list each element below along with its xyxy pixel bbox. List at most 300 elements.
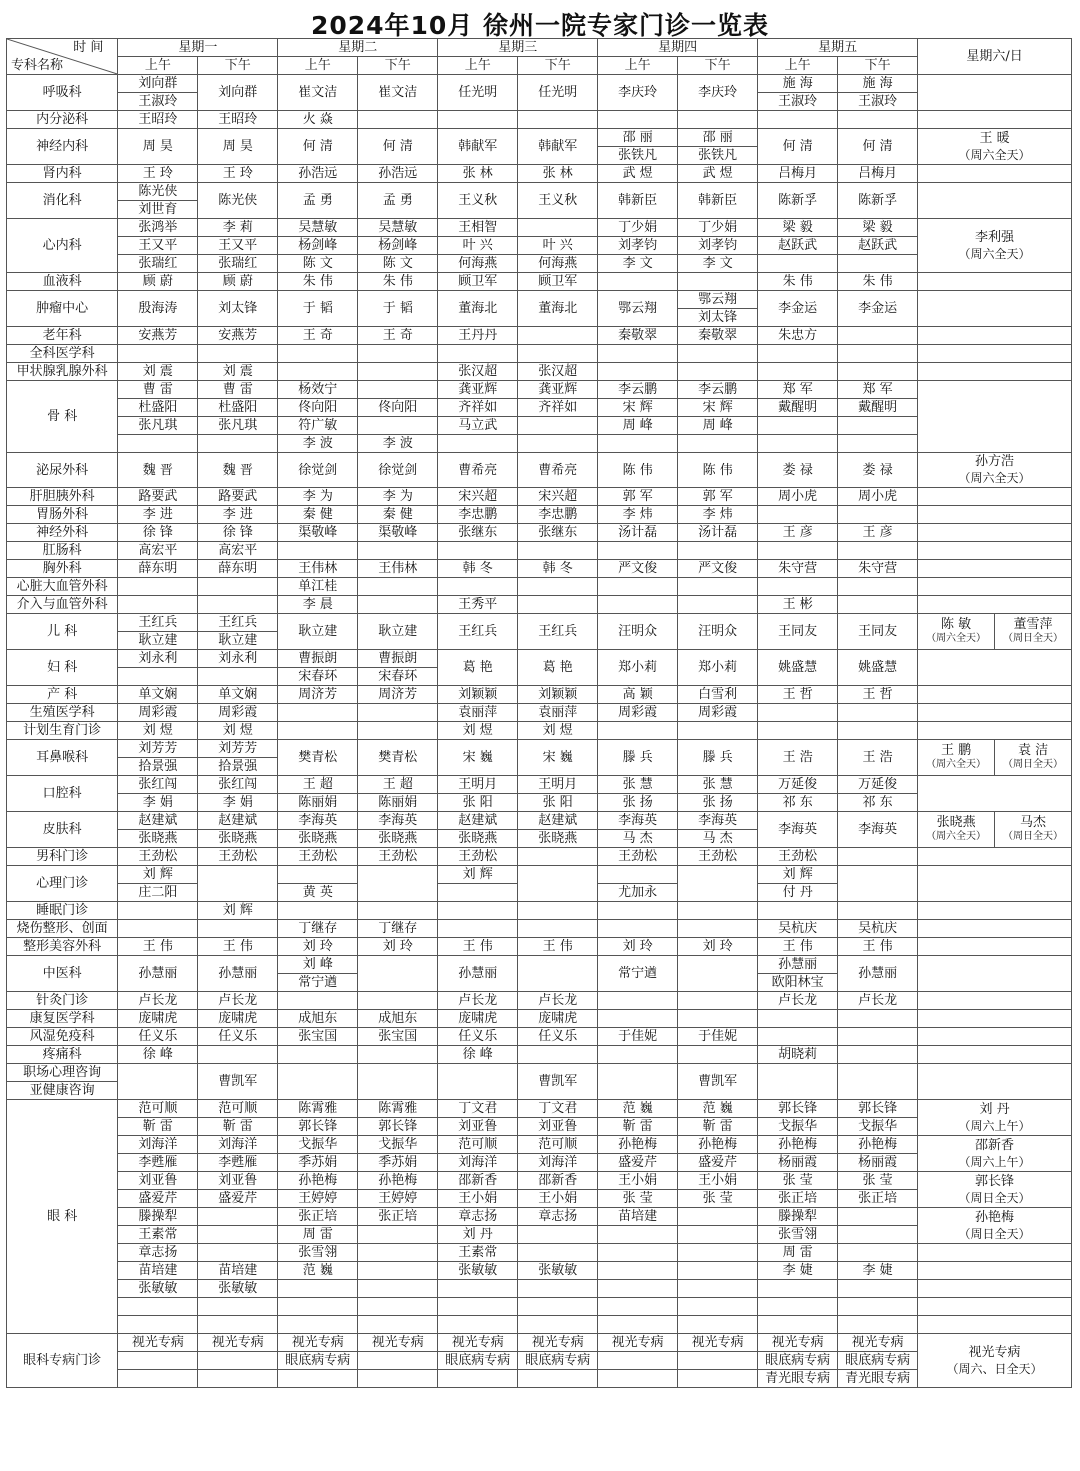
doctor-cell: 李 进 <box>118 506 198 524</box>
doctor-cell: 高宏平 <box>198 542 278 560</box>
dept-row <box>7 1046 1072 1064</box>
doctor-cell: 严文俊 <box>598 560 678 578</box>
weekend-cell <box>918 1064 1072 1100</box>
doctor-cell: 张晓燕 <box>358 830 438 848</box>
doctor-cell: 刘向群 <box>118 75 198 93</box>
doctor-cell <box>838 506 918 524</box>
doctor-cell <box>678 1352 758 1370</box>
doctor-cell: 顾 蔚 <box>198 273 278 291</box>
doctor-cell: 符广敏 <box>278 417 358 435</box>
doctor-cell: 王 彦 <box>838 524 918 542</box>
doctor-cell: 王 哲 <box>758 686 838 704</box>
doctor-cell: 张瑞红 <box>198 255 278 273</box>
eye-row <box>7 1244 1072 1262</box>
doctor-cell <box>358 363 438 381</box>
doctor-cell: 视光专病 <box>118 1334 198 1352</box>
doctor-cell <box>758 578 838 596</box>
doctor-cell: 李 炜 <box>678 506 758 524</box>
weekend-cell <box>918 1028 1072 1046</box>
doctor-cell: 吴慧敏 <box>358 219 438 237</box>
dept-row <box>7 327 1072 345</box>
doctor-cell: 鄂云翔 <box>678 291 758 309</box>
doctor-cell: 庞啸虎 <box>198 1010 278 1028</box>
doctor-cell: 李甦雁 <box>118 1154 198 1172</box>
dept-name: 消化科 <box>7 183 118 219</box>
weekend-cell <box>918 291 1072 327</box>
doctor-cell: 曹振朗 <box>358 650 438 668</box>
doctor-cell <box>758 1280 838 1298</box>
doctor-cell: 渠敬峰 <box>278 524 358 542</box>
doctor-cell: 万延俊 <box>838 776 918 794</box>
doctor-cell: 卢长龙 <box>118 992 198 1010</box>
eye-row <box>7 1226 1072 1244</box>
dept-row <box>7 596 1072 614</box>
doctor-cell: 宋春环 <box>358 668 438 686</box>
dept-name: 皮肤科 <box>7 812 118 848</box>
doctor-cell: 视光专病 <box>198 1334 278 1352</box>
sunday-cell <box>995 614 1072 650</box>
doctor-cell <box>838 1244 918 1262</box>
dept-row <box>7 255 1072 273</box>
sunday-cell <box>995 740 1072 776</box>
doctor-cell: 王素常 <box>118 1226 198 1244</box>
doctor-cell: 章志扬 <box>438 1208 518 1226</box>
doctor-cell <box>838 1316 918 1334</box>
doctor-cell <box>598 1316 678 1334</box>
doctor-cell: 殷海涛 <box>118 291 198 327</box>
doctor-cell <box>598 1352 678 1370</box>
dept-name: 胸外科 <box>7 560 118 578</box>
doctor-cell: 韩献军 <box>518 129 598 165</box>
doctor-cell: 青光眼专病 <box>838 1370 918 1388</box>
doctor-cell <box>278 992 358 1010</box>
doctor-cell: 滕 兵 <box>598 740 678 776</box>
doctor-cell: 葛 艳 <box>518 650 598 686</box>
dept-name: 计划生育门诊 <box>7 722 118 740</box>
doctor-cell: 佟向阳 <box>358 399 438 417</box>
doctor-cell: 王 伟 <box>758 938 838 956</box>
saturday-cell <box>918 614 995 650</box>
doctor-cell <box>358 1226 438 1244</box>
doctor-cell: 王昭玲 <box>118 111 198 129</box>
dept-row <box>7 399 1072 417</box>
doctor-cell <box>358 902 438 920</box>
weekend-cell <box>918 542 1072 560</box>
sunday-cell-name: 袁 洁 <box>1017 743 1049 758</box>
header-day-6: 星期六/日 <box>918 39 1072 75</box>
doctor-cell: 卢长龙 <box>438 992 518 1010</box>
doctor-cell: 樊青松 <box>278 740 358 776</box>
doctor-cell: 李庆玲 <box>598 75 678 111</box>
doctor-cell: 刘亚鲁 <box>438 1118 518 1136</box>
doctor-cell <box>358 866 438 902</box>
weekend-cell-note: （周六上午） <box>958 1154 1031 1169</box>
doctor-cell: 李 为 <box>358 488 438 506</box>
doctor-cell <box>598 111 678 129</box>
doctor-cell: 张 莹 <box>598 1190 678 1208</box>
doctor-cell <box>598 596 678 614</box>
doctor-cell: 刘 丹 <box>438 1226 518 1244</box>
doctor-cell: 杜盛阳 <box>198 399 278 417</box>
dept-row <box>7 794 1072 812</box>
weekend-cell <box>918 1010 1072 1028</box>
doctor-cell: 徐 峰 <box>118 1046 198 1064</box>
doctor-cell: 周济芳 <box>358 686 438 704</box>
weekend-cell-name: 李利强 <box>975 229 1015 245</box>
dept-row <box>7 938 1072 956</box>
doctor-cell <box>598 1064 678 1100</box>
doctor-cell <box>518 1244 598 1262</box>
doctor-cell <box>678 1280 758 1298</box>
doctor-cell: 张 扬 <box>678 794 758 812</box>
header-dept-label: 专科名称 <box>11 58 64 73</box>
doctor-cell: 视光专病 <box>678 1334 758 1352</box>
doctor-cell: 王红兵 <box>518 614 598 650</box>
doctor-cell: 庞啸虎 <box>438 1010 518 1028</box>
doctor-cell: 曹凯军 <box>678 1064 758 1100</box>
doctor-cell: 滕操犁 <box>118 1208 198 1226</box>
doctor-cell: 刘孝钧 <box>678 237 758 255</box>
doctor-cell: 王小娟 <box>678 1172 758 1190</box>
doctor-cell: 王丹丹 <box>438 327 518 345</box>
doctor-cell: 张正培 <box>758 1190 838 1208</box>
doctor-cell: 张 莹 <box>758 1172 838 1190</box>
saturday-cell-note: （周六全天） <box>926 759 987 770</box>
doctor-cell: 杨剑峰 <box>278 237 358 255</box>
doctor-cell: 周彩霞 <box>118 704 198 722</box>
doctor-cell: 单文娴 <box>198 686 278 704</box>
doctor-cell: 周小虎 <box>758 488 838 506</box>
doctor-cell <box>438 1370 518 1388</box>
doctor-cell: 崔文洁 <box>358 75 438 111</box>
doctor-cell: 王劲松 <box>438 848 518 866</box>
doctor-cell <box>758 1316 838 1334</box>
doctor-cell <box>278 1316 358 1334</box>
dept-name: 生殖医学科 <box>7 704 118 722</box>
doctor-cell: 孙艳梅 <box>278 1172 358 1190</box>
doctor-cell: 赵建斌 <box>198 812 278 830</box>
doctor-cell <box>758 1028 838 1046</box>
doctor-cell: 视光专病 <box>278 1334 358 1352</box>
doctor-cell: 施 海 <box>758 75 838 93</box>
doctor-cell <box>598 920 678 938</box>
doctor-cell <box>518 1046 598 1064</box>
doctor-cell: 杨效宁 <box>278 381 358 399</box>
weekend-cell <box>918 704 1072 722</box>
doctor-cell: 庞啸虎 <box>518 1010 598 1028</box>
dept-row <box>7 363 1072 381</box>
doctor-cell: 刘 辉 <box>118 866 198 884</box>
doctor-cell <box>118 902 198 920</box>
header-pm: 下午 <box>678 57 758 75</box>
doctor-cell: 孙艳梅 <box>838 1136 918 1154</box>
doctor-cell: 何海燕 <box>438 255 518 273</box>
doctor-cell: 秦 健 <box>278 506 358 524</box>
doctor-cell: 盛爱芹 <box>678 1154 758 1172</box>
doctor-cell <box>518 219 598 237</box>
weekend-cell <box>918 938 1072 956</box>
doctor-cell: 陈 文 <box>278 255 358 273</box>
doctor-cell: 耿立建 <box>278 614 358 650</box>
eye-row <box>7 1100 1072 1118</box>
doctor-cell: 李海英 <box>678 812 758 830</box>
doctor-cell <box>518 1226 598 1244</box>
doctor-cell: 孙艳梅 <box>678 1136 758 1154</box>
doctor-cell: 李 为 <box>278 488 358 506</box>
doctor-cell: 刘 煜 <box>118 722 198 740</box>
doctor-cell: 姚盛慧 <box>838 650 918 686</box>
doctor-cell <box>198 1316 278 1334</box>
saturday-cell-name: 王 鹏 <box>941 743 972 758</box>
doctor-cell: 李海英 <box>838 812 918 848</box>
doctor-cell: 顾 蔚 <box>118 273 198 291</box>
doctor-cell: 杜盛阳 <box>118 399 198 417</box>
dept-name: 骨 科 <box>7 381 118 453</box>
doctor-cell: 王淑玲 <box>118 93 198 111</box>
doctor-cell <box>518 111 598 129</box>
dept-name: 甲状腺乳腺外科 <box>7 363 118 381</box>
doctor-cell: 张汉超 <box>518 363 598 381</box>
dept-row <box>7 381 1072 399</box>
dept-name: 神经外科 <box>7 524 118 542</box>
doctor-cell: 孟 勇 <box>278 183 358 219</box>
doctor-cell: 范可顺 <box>518 1136 598 1154</box>
doctor-cell: 耿立建 <box>198 632 278 650</box>
doctor-cell: 丁继存 <box>278 920 358 938</box>
doctor-cell: 张继东 <box>518 524 598 542</box>
doctor-cell: 杨剑峰 <box>358 237 438 255</box>
doctor-cell <box>518 1280 598 1298</box>
doctor-cell: 刘海洋 <box>118 1136 198 1154</box>
doctor-cell: 吴慧敏 <box>278 219 358 237</box>
doctor-cell: 李海英 <box>358 812 438 830</box>
weekend-cell <box>918 1244 1072 1262</box>
doctor-cell: 李庆玲 <box>678 75 758 111</box>
doctor-cell: 刘永利 <box>198 650 278 668</box>
weekend-cell <box>918 273 1072 291</box>
doctor-cell: 汪明众 <box>598 614 678 650</box>
doctor-cell <box>118 435 198 453</box>
dept-name: 职场心理咨询 <box>7 1064 118 1082</box>
dept-row <box>7 812 1072 830</box>
doctor-cell: 张 莹 <box>838 1172 918 1190</box>
doctor-cell: 单文娴 <box>118 686 198 704</box>
weekend-cell-name: 刘 丹 <box>979 1101 1010 1117</box>
doctor-cell: 孙慧丽 <box>758 956 838 974</box>
doctor-cell <box>198 596 278 614</box>
doctor-cell <box>598 722 678 740</box>
doctor-cell: 王伟林 <box>358 560 438 578</box>
doctor-cell: 葛 艳 <box>438 650 518 686</box>
saturday-cell-note: （周六全天） <box>926 633 987 644</box>
doctor-cell: 娄 禄 <box>758 453 838 488</box>
doctor-cell: 庞啸虎 <box>118 1010 198 1028</box>
dept-row <box>7 417 1072 435</box>
doctor-cell: 张铁凡 <box>598 147 678 165</box>
doctor-cell <box>758 1064 838 1100</box>
weekend-cell <box>918 75 1072 111</box>
doctor-cell: 薛东明 <box>118 560 198 578</box>
doctor-cell: 李云鹏 <box>598 381 678 399</box>
doctor-cell <box>598 435 678 453</box>
doctor-cell: 朱守营 <box>838 560 918 578</box>
doctor-cell: 佟向阳 <box>278 399 358 417</box>
dept-name: 亚健康咨询 <box>7 1082 118 1100</box>
doctor-cell: 刘芳芳 <box>198 740 278 758</box>
doctor-cell: 施 海 <box>838 75 918 93</box>
doctor-cell: 范 巍 <box>598 1100 678 1118</box>
dept-name: 眼 科 <box>7 1100 118 1334</box>
doctor-cell <box>518 578 598 596</box>
weekend-cell <box>918 992 1072 1010</box>
doctor-cell <box>358 1244 438 1262</box>
doctor-cell: 陈丽娟 <box>358 794 438 812</box>
doctor-cell <box>278 704 358 722</box>
dept-name: 老年科 <box>7 327 118 345</box>
doctor-cell <box>118 1064 198 1100</box>
doctor-cell: 季苏娟 <box>278 1154 358 1172</box>
doctor-cell: 范可顺 <box>438 1136 518 1154</box>
weekend-cell <box>918 111 1072 129</box>
doctor-cell: 周 雷 <box>758 1244 838 1262</box>
doctor-cell: 丁少娟 <box>678 219 758 237</box>
doctor-cell <box>518 596 598 614</box>
doctor-cell: 常宁遒 <box>598 956 678 992</box>
header-day-1: 星期一 <box>118 39 278 57</box>
doctor-cell: 眼底病专病 <box>278 1352 358 1370</box>
doctor-cell: 成旭东 <box>278 1010 358 1028</box>
dept-row <box>7 219 1072 237</box>
doctor-cell <box>598 1370 678 1388</box>
weekend-cell-name: 孙方浩 <box>975 454 1015 469</box>
doctor-cell: 赵建斌 <box>518 812 598 830</box>
doctor-cell: 李 进 <box>198 506 278 524</box>
doctor-cell <box>678 1208 758 1226</box>
doctor-cell: 眼底病专病 <box>438 1352 518 1370</box>
dept-name: 睡眠门诊 <box>7 902 118 920</box>
dept-row <box>7 578 1072 596</box>
weekend-cell <box>918 183 1072 219</box>
doctor-cell <box>678 920 758 938</box>
dept-row <box>7 776 1072 794</box>
doctor-cell <box>198 866 278 902</box>
doctor-cell: 张宝国 <box>358 1028 438 1046</box>
doctor-cell: 刘芳芳 <box>118 740 198 758</box>
doctor-cell: 张铁凡 <box>678 147 758 165</box>
doctor-cell: 董海北 <box>438 291 518 327</box>
doctor-cell <box>678 1298 758 1316</box>
doctor-cell: 龚亚辉 <box>518 381 598 399</box>
doctor-cell: 苗培建 <box>118 1262 198 1280</box>
dept-name: 全科医学科 <box>7 345 118 363</box>
doctor-cell <box>438 1280 518 1298</box>
doctor-cell: 靳 雷 <box>118 1118 198 1136</box>
doctor-cell <box>358 381 438 399</box>
doctor-cell: 张晓燕 <box>518 830 598 848</box>
weekend-cell-note: （周日全天） <box>958 1226 1031 1241</box>
doctor-cell <box>758 1010 838 1028</box>
doctor-cell: 张敏敏 <box>198 1280 278 1298</box>
doctor-cell <box>598 1010 678 1028</box>
doctor-cell: 庄二阳 <box>118 884 198 902</box>
doctor-cell: 王昭玲 <box>198 111 278 129</box>
doctor-cell: 视光专病 <box>358 1334 438 1352</box>
doctor-cell <box>518 920 598 938</box>
doctor-cell <box>278 1370 358 1388</box>
doctor-cell: 李 波 <box>358 435 438 453</box>
doctor-cell: 周济芳 <box>278 686 358 704</box>
dept-name: 针灸门诊 <box>7 992 118 1010</box>
header-day-3: 星期三 <box>438 39 598 57</box>
doctor-cell: 章志扬 <box>518 1208 598 1226</box>
doctor-cell <box>678 1244 758 1262</box>
header-am: 上午 <box>278 57 358 75</box>
doctor-cell: 陈新孚 <box>758 183 838 219</box>
doctor-cell <box>438 1064 518 1100</box>
doctor-cell: 张瑞红 <box>118 255 198 273</box>
doctor-cell: 张 扬 <box>598 794 678 812</box>
doctor-cell: 曹希亮 <box>518 453 598 488</box>
dept-name: 神经内科 <box>7 129 118 165</box>
doctor-cell: 靳 雷 <box>678 1118 758 1136</box>
doctor-cell: 张正培 <box>358 1208 438 1226</box>
doctor-cell: 张 莹 <box>678 1190 758 1208</box>
doctor-cell: 王淑玲 <box>838 93 918 111</box>
doctor-cell: 王婷婷 <box>358 1190 438 1208</box>
doctor-cell: 周 峰 <box>678 417 758 435</box>
doctor-cell: 樊青松 <box>358 740 438 776</box>
doctor-cell: 曹凯军 <box>198 1064 278 1100</box>
doctor-cell: 刘 辉 <box>198 902 278 920</box>
dept-name: 耳鼻喉科 <box>7 740 118 776</box>
doctor-cell <box>358 1370 438 1388</box>
doctor-cell <box>758 902 838 920</box>
doctor-cell: 韩 冬 <box>518 560 598 578</box>
doctor-cell: 齐祥如 <box>518 399 598 417</box>
doctor-cell: 李云鹏 <box>678 381 758 399</box>
doctor-cell <box>678 111 758 129</box>
doctor-cell: 王 伟 <box>438 938 518 956</box>
doctor-cell: 韩献军 <box>438 129 518 165</box>
doctor-cell: 张敏敏 <box>438 1262 518 1280</box>
doctor-cell: 李 莉 <box>198 219 278 237</box>
doctor-cell: 李 婕 <box>758 1262 838 1280</box>
header-pm: 下午 <box>198 57 278 75</box>
header-day-2: 星期二 <box>278 39 438 57</box>
doctor-cell: 董海北 <box>518 291 598 327</box>
weekend-cell-name: 视光专病 <box>968 1344 1021 1360</box>
doctor-cell: 张晓燕 <box>198 830 278 848</box>
doctor-cell: 秦敬翠 <box>598 327 678 345</box>
doctor-cell: 赵建斌 <box>118 812 198 830</box>
weekend-cell-note: （周六、日全天） <box>946 1361 1043 1376</box>
doctor-cell: 何 清 <box>278 129 358 165</box>
dept-name: 中医科 <box>7 956 118 992</box>
doctor-cell <box>598 1298 678 1316</box>
weekend-cell <box>918 381 1072 453</box>
doctor-cell <box>758 111 838 129</box>
doctor-cell: 王红兵 <box>118 614 198 632</box>
doctor-cell: 张宝国 <box>278 1028 358 1046</box>
weekend-cell <box>918 1280 1072 1298</box>
weekend-cell <box>918 524 1072 542</box>
doctor-cell <box>598 1280 678 1298</box>
doctor-cell <box>678 363 758 381</box>
doctor-cell: 盛爱芹 <box>198 1190 278 1208</box>
doctor-cell: 王小娟 <box>598 1172 678 1190</box>
doctor-cell: 张 林 <box>518 165 598 183</box>
doctor-cell: 何 清 <box>758 129 838 165</box>
